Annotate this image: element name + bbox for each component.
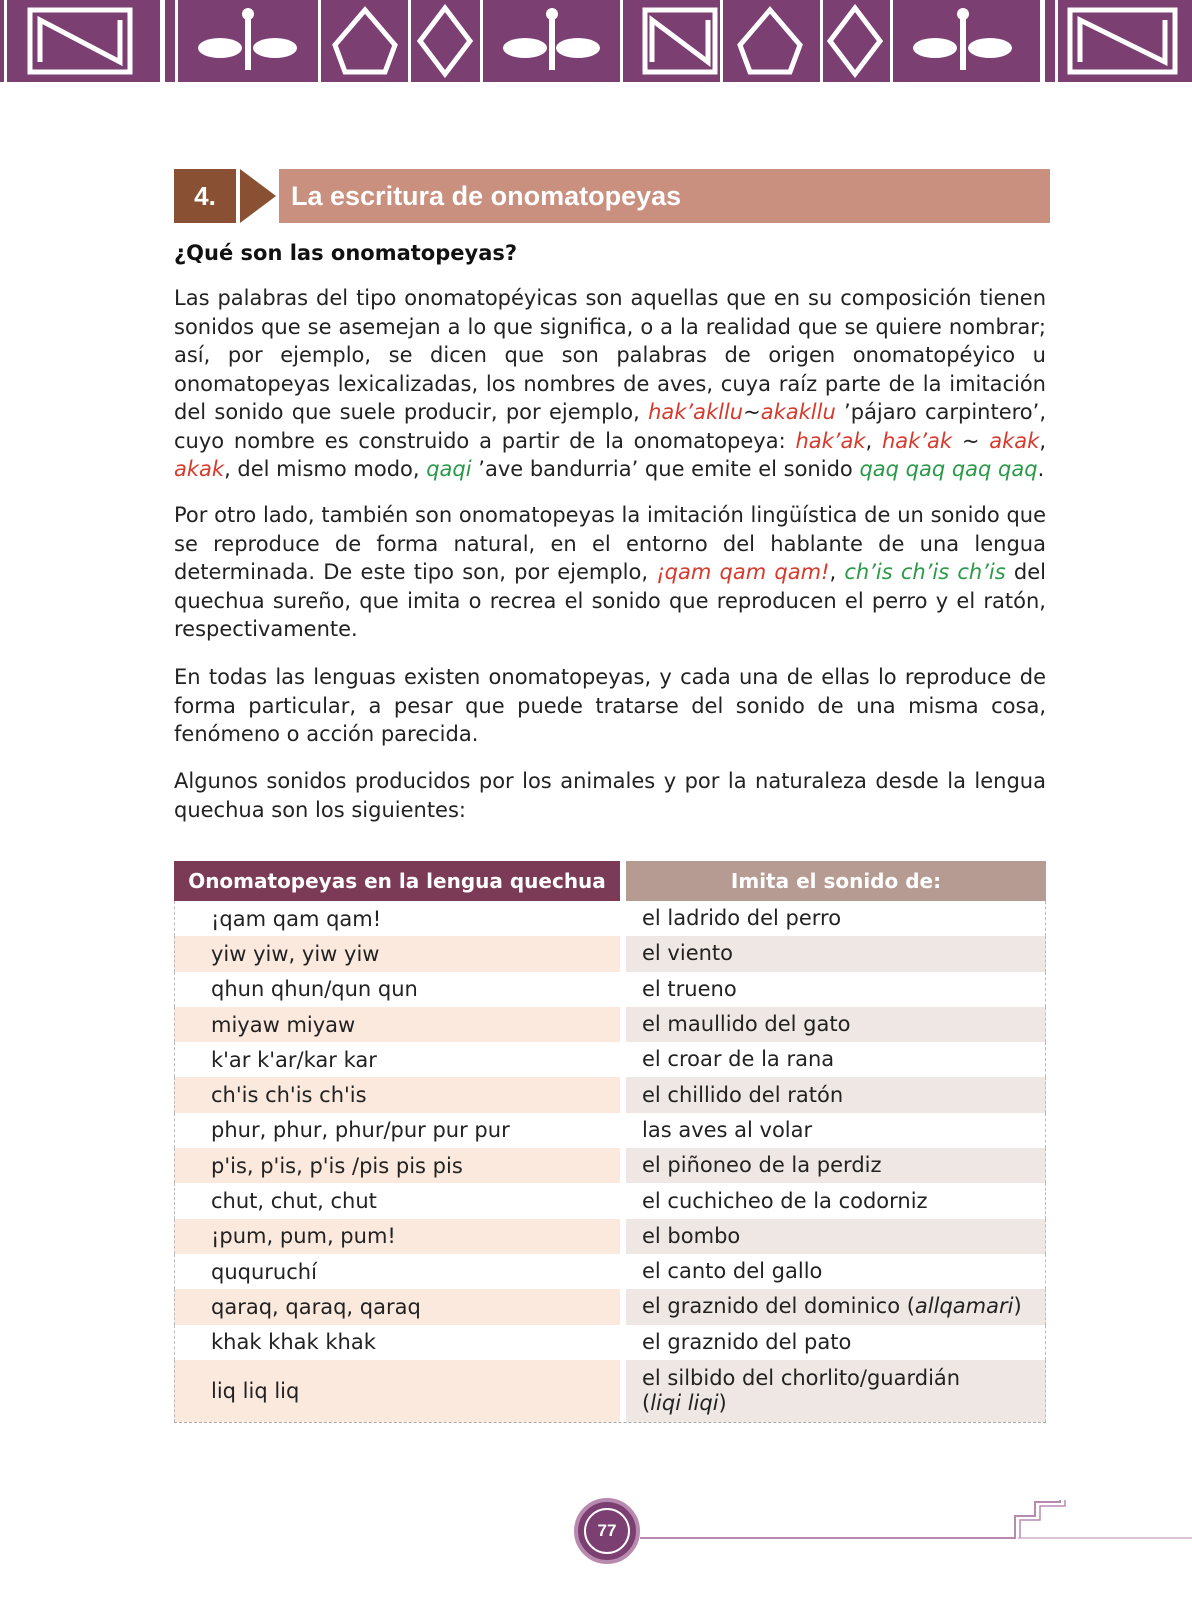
sonido-cell [626, 1254, 1046, 1289]
onomatopeya-cell: yiw yiw, yiw yiw [174, 936, 620, 971]
table-row [174, 1289, 1046, 1324]
onomatopeya-cell: khak khak khak [174, 1325, 620, 1360]
p1-text-e: ’ave bandurria’ que emite el sonido [471, 457, 860, 481]
example-word: qaqi [426, 457, 472, 481]
p1-text-b: ’pájaro carpintero’, cuyo nombre es construido a partir de la onomatopeya: [174, 400, 1047, 453]
table-row [174, 1325, 1046, 1360]
table-row [174, 1077, 1046, 1112]
sonido-text: el silbido del chorlito/guardián [642, 1365, 961, 1390]
sonido-paren: ) [718, 1390, 727, 1415]
sonido-text: el cuchicheo de la codorniz [642, 1188, 928, 1213]
separator: ~ [743, 400, 761, 424]
section-title: La escritura de onomatopeyas [279, 169, 1050, 223]
example-word: hak’akllu [648, 400, 744, 424]
sonido-cell [626, 1183, 1046, 1218]
paragraph-1 [174, 284, 1046, 484]
table-header [174, 861, 1046, 901]
sonido-text: el canto del gallo [642, 1259, 823, 1284]
decorative-header-band [0, 0, 1192, 84]
sonido-cell [626, 1289, 1046, 1324]
table-row [174, 1183, 1046, 1218]
sonido-cell [626, 1360, 1046, 1422]
sonido-cell [626, 1077, 1046, 1112]
paragraph-4: Algunos sonidos producidos por los animales y por la naturaleza desde la lengua quechua son los siguientes: [174, 769, 1046, 822]
separator: ~ [952, 428, 990, 453]
sonido-text-italic: allqamari [914, 1294, 1014, 1319]
separator: , [1039, 428, 1046, 453]
onomatopeya-cell: ¡pum, pum, pum! [174, 1219, 620, 1254]
sonido-text-line2 [642, 1391, 1045, 1416]
onomatopeya-cell: p'is, p'is, p'is /pis pis pis [174, 1148, 620, 1183]
sonido-text-main: el graznido del dominico ( [642, 1294, 915, 1319]
example-word: qaq qaq qaq qaq [859, 457, 1038, 481]
sonido-text: el croar de la rana [642, 1047, 835, 1072]
sonido-text: el trueno [642, 976, 737, 1001]
separator: , [865, 428, 882, 453]
table-row [174, 901, 1046, 936]
sonido-cell [626, 1148, 1046, 1183]
sonido-text: el chillido del ratón [642, 1082, 844, 1107]
onomatopeya-cell: ch'is ch'is ch'is [174, 1077, 620, 1112]
separator: , [829, 560, 845, 584]
sonido-cell [626, 1325, 1046, 1360]
onomatopeya-cell: ¡qam qam qam! [174, 901, 620, 936]
sonido-text: las aves al volar [642, 1117, 813, 1142]
sonido-cell [626, 1007, 1046, 1042]
onomatopeya-cell: chut, chut, chut [174, 1183, 620, 1218]
column-header-sonido: Imita el sonido de: [626, 861, 1046, 901]
table-row [174, 1254, 1046, 1289]
paragraph-2 [174, 501, 1046, 644]
example-word: ch’is ch’is ch’is [844, 560, 1006, 584]
p1-text-d: , del mismo modo, [224, 457, 427, 481]
sonido-text: el ladrido del perro [642, 906, 842, 931]
page-number-badge [574, 1498, 640, 1564]
table-row [174, 1219, 1046, 1254]
example-word: ¡qam qam qam! [656, 560, 830, 584]
sonido-cell [626, 1113, 1046, 1148]
column-header-onomatopeyas: Onomatopeyas en la lengua quechua [174, 861, 620, 901]
table-row [174, 1113, 1046, 1148]
page-number: 77 [584, 1508, 630, 1554]
sonido-cell [626, 1042, 1046, 1077]
sonido-text: el maullido del gato [642, 1012, 851, 1037]
sonido-cell [626, 901, 1046, 936]
table-row [174, 1042, 1046, 1077]
section-arrow-icon [240, 169, 276, 223]
onomatopeya-cell: qhun qhun/qun qun [174, 972, 620, 1007]
example-word: akakllu [760, 400, 836, 424]
example-word: hak’ak [882, 428, 953, 453]
p1-text-f: . [1037, 457, 1045, 481]
example-word: hak’ak [795, 428, 866, 453]
example-word: akak [989, 428, 1040, 453]
p1-text-a: Las palabras del tipo onomatopéyicas son aquellas que en su composición tienen sonidos que se asemejan a lo que significa, o a la realidad que se quiere nombrar; así, por ejemplo, se dicen que son palabras de origen onomatopéyico u onomatopeyas lexicalizadas, los nombres de aves, cuya raíz parte de la imitación del sonido que suele producir, por ejemplo, [174, 286, 1046, 424]
onomatopeya-cell: ququruchí [174, 1254, 620, 1289]
sonido-text-end: ) [1013, 1294, 1022, 1319]
sonido-text: el piñoneo de la perdiz [642, 1153, 882, 1178]
sonido-cell [626, 972, 1046, 1007]
section-number: 4. [174, 169, 236, 223]
table-row [174, 972, 1046, 1007]
sonido-text [642, 1294, 1045, 1319]
example-word: akak [174, 457, 225, 481]
sonido-text: el graznido del pato [642, 1329, 852, 1354]
onomatopeya-cell: miyaw miyaw [174, 1007, 620, 1042]
table-bottom-border [174, 1422, 1046, 1423]
sonido-text: el bombo [642, 1223, 741, 1248]
table-row [174, 1007, 1046, 1042]
p2-text-a: Por otro lado, también son onomatopeyas la imitación lingüística de un sonido que se reproduce de forma natural, en el entorno del hablante de una lengua determinada. De este tipo son, por ejemplo, [174, 503, 1046, 584]
sonido-cell [626, 1219, 1046, 1254]
sonido-paren: ( [642, 1390, 651, 1415]
sonido-text: el viento [642, 941, 734, 966]
onomatopeya-cell: k'ar k'ar/kar kar [174, 1042, 620, 1077]
p2-text-b: del quechua sureño, que imita o recrea el sonido que reproducen el perro y el ratón, respectivamente. [174, 560, 1046, 641]
textile-pattern-icon [0, 0, 1192, 84]
table-row [174, 1148, 1046, 1183]
onomatopeya-cell: liq liq liq [174, 1360, 620, 1422]
sonido-cell [626, 936, 1046, 971]
sonido-text-italic: liqi liqi [650, 1390, 719, 1415]
paragraph-3: En todas las lenguas existen onomatopeyas, y cada una de ellas lo reproduce de forma particular, a pesar que puede tratarse del sonido de una misma cosa, fenómeno o acción parecida. [174, 665, 1046, 746]
table-row [174, 1360, 1046, 1422]
question-heading: ¿Qué son las onomatopeyas? [174, 241, 518, 265]
table-row [174, 936, 1046, 971]
onomatopeya-cell: qaraq, qaraq, qaraq [174, 1289, 620, 1324]
onomatopoeia-table [174, 861, 1046, 1423]
onomatopeya-cell: phur, phur, phur/pur pur pur [174, 1113, 620, 1148]
